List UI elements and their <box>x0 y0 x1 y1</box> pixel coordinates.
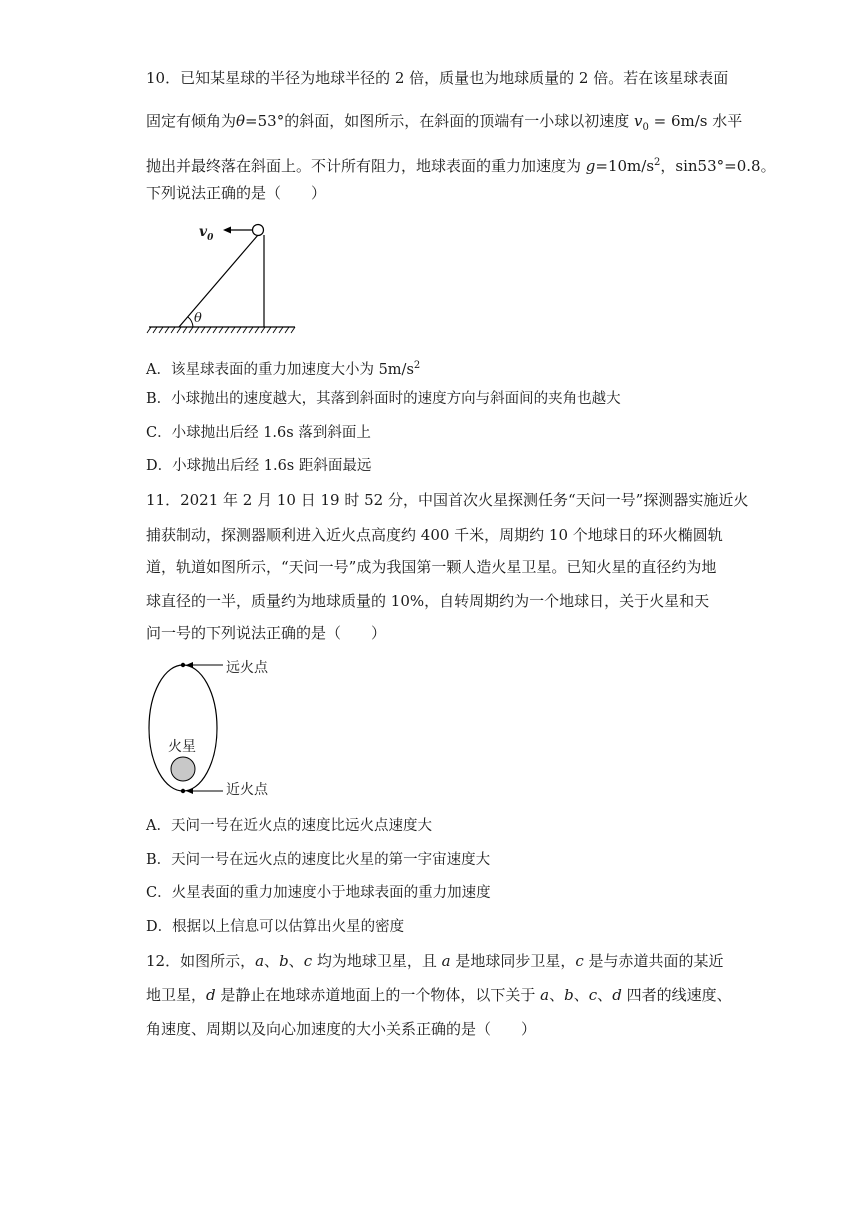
q10-option-d: D．小球抛出后经 1.6s 距斜面最远 <box>146 458 372 474</box>
q10-option-c: C．小球抛出后经 1.6s 落到斜面上 <box>146 425 371 441</box>
q11-option-a: A．天问一号在近火点的速度比远火点速度大 <box>146 818 432 834</box>
q11-line-2: 捕获制动，探测器顺利进入近火点高度约 400 千米，周期约 10 个地球日的环火椭圆轨 <box>146 526 723 544</box>
q11-line-5: 问一号的下列说法正确的是（ ） <box>146 624 387 642</box>
q12-line-2: 地卫星，d 是静止在地球赤道地面上的一个物体，以下关于 a、b、c、d 四者的线速度、 <box>146 986 732 1004</box>
incline-figure <box>145 220 305 340</box>
q11-option-d: D．根据以上信息可以估算出火星的密度 <box>146 919 405 935</box>
near-point-label: 近火点 <box>226 782 268 798</box>
q12-line-3: 角速度、周期以及向心加速度的大小关系正确的是（ ） <box>146 1020 537 1038</box>
theta-label: θ <box>194 311 202 326</box>
v0-label: $v_0$ <box>199 224 214 243</box>
q11-option-b: B．天问一号在远火点的速度比火星的第一宇宙速度大 <box>146 852 491 868</box>
q11-line-4: 球直径的一半，质量约为地球质量的 10%，自转周期约为一个地球日，关于火星和天 <box>146 592 710 610</box>
q10-option-b: B．小球抛出的速度越大，其落到斜面时的速度方向与斜面间的夹角也越大 <box>146 391 621 407</box>
q10-option-a: A．该星球表面的重力加速度大小为 $5m/s^2$ <box>146 360 421 378</box>
q11-option-c: C．火星表面的重力加速度小于地球表面的重力加速度 <box>146 885 491 901</box>
mars-label: 火星 <box>168 739 196 755</box>
q11-line-3: 道，轨道如图所示，“天问一号”成为我国第一颗人造火星卫星。已知火星的直径约为地 <box>146 558 717 576</box>
q12-line-1: 12．如图所示，a、b、c 均为地球卫星，且 a 是地球同步卫星，c 是与赤道共面的某近 <box>146 952 724 970</box>
q10-line-3: 抛出并最终落在斜面上。不计所有阻力，地球表面的重力加速度为 $g=10m/s^2$，sin53°=0.8。 <box>146 157 776 175</box>
far-point-label: 远火点 <box>226 660 268 676</box>
q11-line-1: 11．2021 年 2 月 10 日 19 时 52 分，中国首次火星探测任务“天问一号”探测器实施近火 <box>146 491 749 509</box>
q10-line-2: 固定有倾角为θ=53°的斜面，如图所示，在斜面的顶端有一小球以初速度 $v_0 = 6m/s$ 水平 <box>146 112 743 133</box>
orbit-figure <box>145 657 235 807</box>
q10-line-1: 10．已知某星球的半径为地球半径的 2 倍，质量也为地球质量的 2 倍。若在该星球表面 <box>146 69 729 87</box>
q10-line-4: 下列说法正确的是（ ） <box>146 184 327 202</box>
